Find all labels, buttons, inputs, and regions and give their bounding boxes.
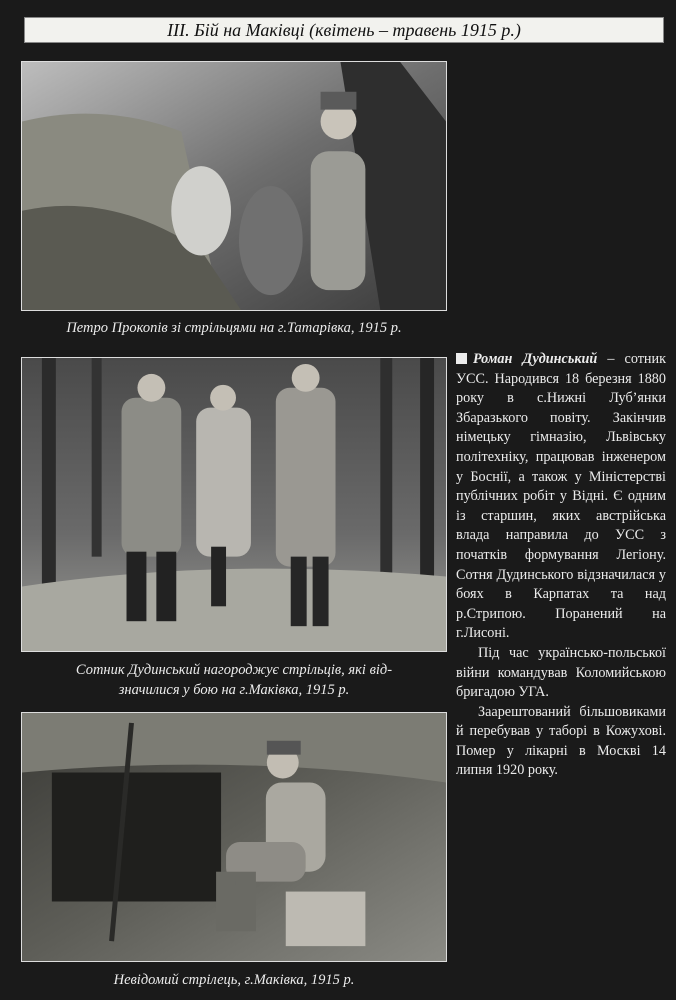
photo-dudynsky-award-caption-line1: Сотник Дудинський нагороджує стрільців, які від- (75, 662, 393, 678)
photo-dudynsky-award-image (22, 358, 446, 651)
photo-unknown-rifleman (21, 712, 447, 962)
photo-prokopiv (21, 61, 447, 311)
biography-text (456, 350, 666, 781)
biography-paragraph-1 (456, 350, 666, 644)
photo-dudynsky-award-caption-line2: значилися у бою на г.Маківка, 1915 р. (118, 682, 350, 698)
biography-paragraph-2: Під час українсько-польської війни командував Коломийською бригадою УГА. (456, 644, 666, 701)
photo-dudynsky-award (21, 357, 447, 652)
photo-prokopiv-caption: Петро Прокопів зі стрільцями на г.Татарівка, 1915 р. (66, 320, 402, 336)
photo-prokopiv-image (22, 62, 446, 310)
biography-intro-text: – сотник УСС. Народився 18 березня 1880 року в с.Нижні Луб’янки Збаразького повіту. Закінчив німецьку гімназію, Львівську політехніку, працював інженером у Боснії, а також у Міністерстві публічних робіт у Відні. Є одним із старшин, яких австрійська влада направила до УСС з початків формування Легіону. Сотня Дудинського відзначилася у боях в Карпатах та над р.Стрипою. Поранений на г.Лисоні. (456, 351, 667, 642)
photo-dudynsky-award-caption (21, 660, 447, 700)
photo-unknown-rifleman-image (22, 713, 446, 961)
biography-paragraph-3: Заарештований більшовиками й перебував у таборі в Кожухові. Помер у лікарні в Москві 14 липня 1920 року. (456, 703, 666, 779)
biography-name: Роман Дудинський (473, 351, 598, 367)
photo-unknown-rifleman-caption: Невідомий стрілець, г.Маківка, 1915 р. (113, 972, 355, 988)
page-title: III. Бій на Маківці (квітень – травень 1915 р.) (167, 19, 521, 40)
bullet-square-icon (456, 353, 467, 364)
page-title-bar (24, 17, 664, 43)
